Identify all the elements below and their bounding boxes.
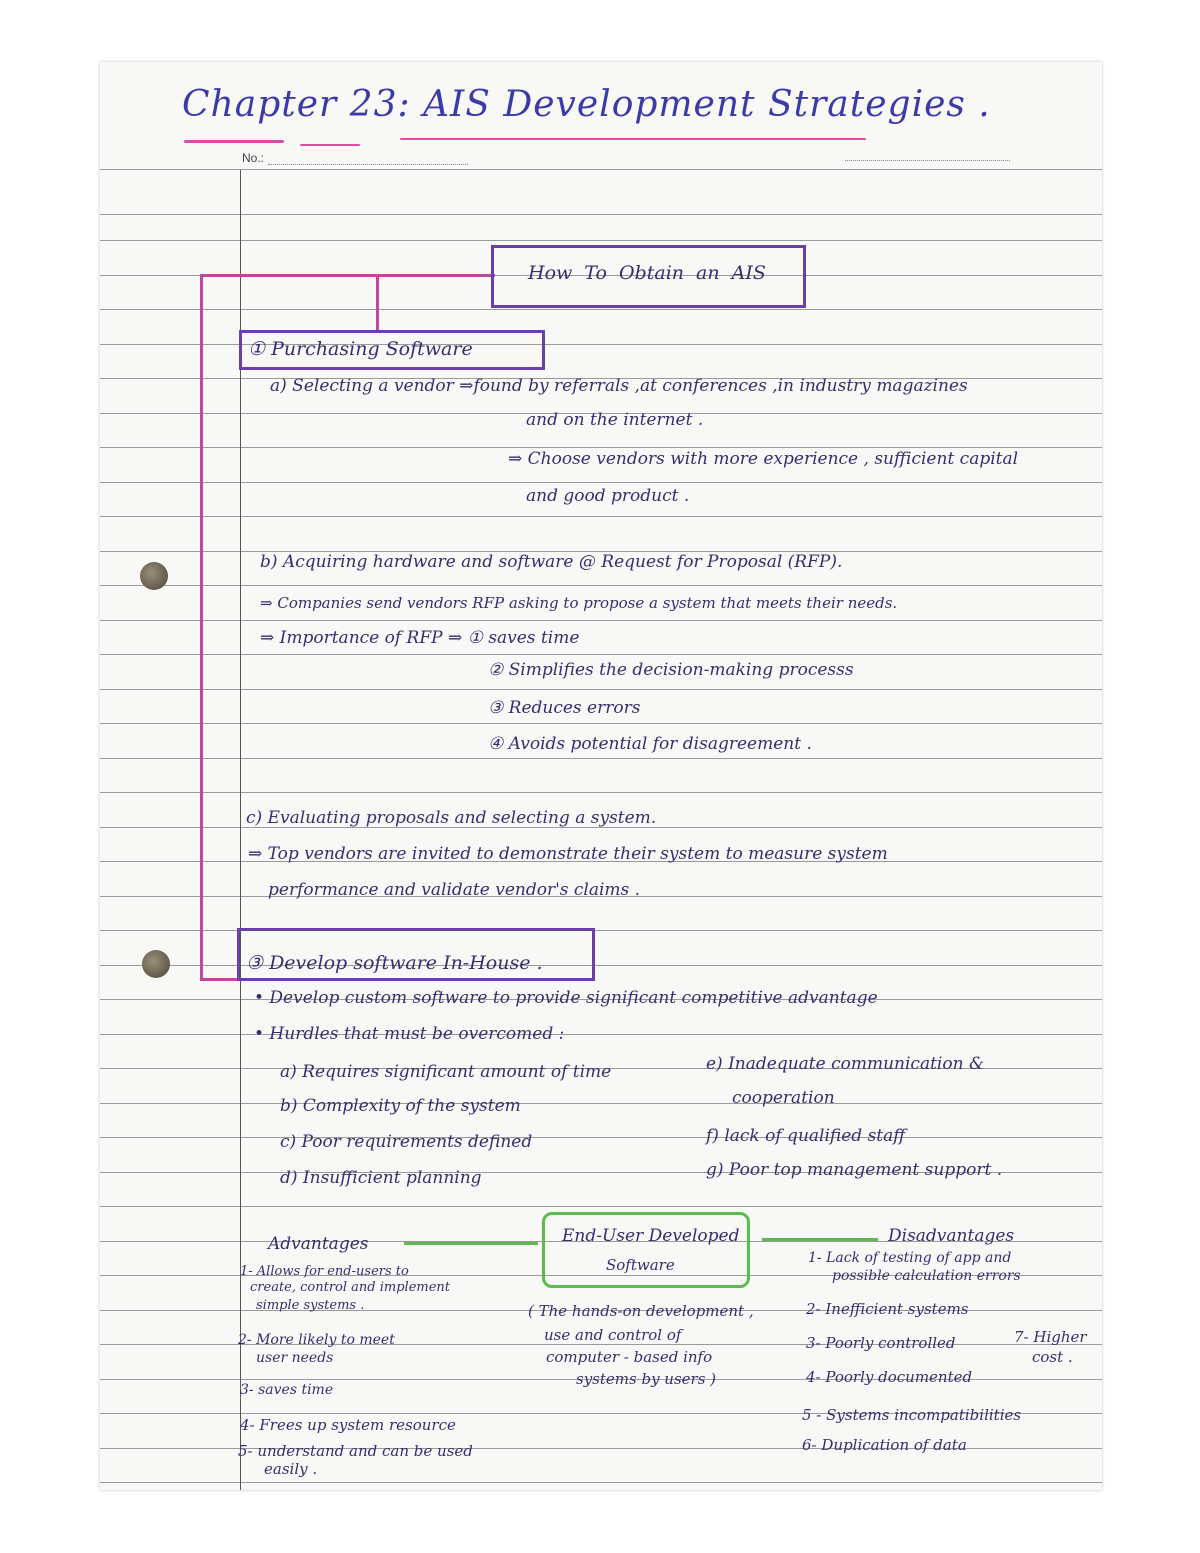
connector-line (200, 274, 495, 277)
ruled-line (100, 620, 1102, 621)
title-underline (184, 140, 284, 143)
hurdle-item: e) Inadequate communication & (706, 1054, 985, 1074)
ruled-line (100, 169, 1102, 170)
center-box-label: How To Obtain an AIS (528, 262, 766, 284)
ruled-line (100, 1206, 1102, 1207)
section1-line: ⇒ Companies send vendors RFP asking to propose a system that meets their needs. (260, 594, 898, 612)
advantage-item: 2- More likely to meet (238, 1332, 395, 1348)
advantage-item: 4- Frees up system resource (240, 1416, 456, 1434)
end-user-description: computer - based info (546, 1348, 713, 1366)
title-underline (400, 138, 866, 140)
hurdle-item: b) Complexity of the system (280, 1096, 521, 1116)
section2-bullet: • Develop custom software to provide significant competitive advantage (254, 988, 878, 1008)
section1-line: and on the internet . (526, 410, 704, 430)
section1-line: ⇒ Choose vendors with more experience , sufficient capital (508, 449, 1019, 469)
page-title: Chapter 23: AIS Development Strategies . (182, 84, 991, 125)
disadvantage-item: 1- Lack of testing of app and (808, 1250, 1012, 1266)
end-user-box-line2: Software (606, 1256, 675, 1274)
section1-line: a) Selecting a vendor ⇒found by referrals ,at conferences ,in industry magazines (270, 376, 968, 396)
no-label: No.: (242, 151, 265, 165)
title-underline (300, 144, 360, 146)
ruled-line (100, 723, 1102, 724)
section1-line: performance and validate vendor's claims . (268, 880, 641, 900)
disadvantages-title: Disadvantages (888, 1226, 1015, 1246)
ruled-line (100, 1103, 1102, 1104)
section2-heading: ③ Develop software In-House . (246, 952, 543, 974)
hurdle-item: g) Poor top management support . (706, 1160, 1003, 1180)
ruled-line (100, 792, 1102, 793)
connector-green (762, 1238, 878, 1241)
hurdle-item: f) lack of qualified staff (706, 1126, 906, 1146)
ruled-line (100, 1482, 1102, 1483)
ruled-line (100, 689, 1102, 690)
section1-line: b) Acquiring hardware and software @ Request for Proposal (RFP). (260, 552, 843, 572)
disadvantage-item: 6- Duplication of data (802, 1436, 967, 1454)
ruled-line (100, 585, 1102, 586)
advantage-item: simple systems . (256, 1298, 365, 1313)
end-user-description: systems by users ) (576, 1370, 717, 1388)
hurdle-item: a) Requires significant amount of time (280, 1062, 612, 1082)
hurdle-item: cooperation (732, 1088, 835, 1108)
hurdle-item: d) Insufficient planning (280, 1168, 482, 1188)
ruled-line (100, 309, 1102, 310)
advantage-item: 5- understand and can be used (238, 1442, 473, 1460)
section1-line: and good product . (526, 486, 690, 506)
section2-bullet: • Hurdles that must be overcomed : (254, 1024, 565, 1044)
connector-line (200, 274, 203, 980)
section1-heading: ① Purchasing Software (248, 338, 473, 360)
ruled-line (100, 758, 1102, 759)
section1-line: ④ Avoids potential for disagreement . (488, 734, 812, 754)
notebook-page (100, 62, 1102, 1490)
end-user-description: ( The hands-on development , (528, 1302, 754, 1320)
section1-line: c) Evaluating proposals and selecting a system. (246, 808, 657, 828)
end-user-box (542, 1212, 750, 1288)
end-user-description: use and control of (544, 1326, 682, 1344)
advantages-title: Advantages (268, 1234, 369, 1254)
section1-line: ⇒ Importance of RFP ⇒ ① saves time (260, 628, 580, 648)
advantage-item: 1- Allows for end-users to (240, 1264, 409, 1279)
dotted-line (845, 159, 1010, 161)
disadvantage-side-note: 7- Higher (1014, 1328, 1087, 1346)
ruled-line (100, 516, 1102, 517)
disadvantage-item: 2- Inefficient systems (806, 1300, 969, 1318)
advantage-item: easily . (264, 1460, 318, 1478)
hurdle-item: c) Poor requirements defined (280, 1132, 533, 1152)
dotted-line (268, 163, 468, 165)
ruled-line (100, 214, 1102, 215)
disadvantage-item: possible calculation errors (832, 1268, 1021, 1284)
advantage-item: user needs (256, 1350, 334, 1366)
ruled-line (100, 1034, 1102, 1035)
disadvantage-side-note: cost . (1032, 1348, 1073, 1366)
end-user-box-line1: End-User Developed (562, 1226, 740, 1246)
connector-line (200, 978, 240, 981)
ruled-line (100, 654, 1102, 655)
advantage-item: 3- saves time (240, 1382, 334, 1398)
ruled-line (100, 1137, 1102, 1138)
binder-hole (140, 562, 168, 590)
ruled-line (100, 482, 1102, 483)
binder-hole (142, 950, 170, 978)
connector-green (404, 1242, 538, 1245)
section1-line: ② Simplifies the decision-making processs (488, 660, 854, 680)
connector-line (376, 274, 379, 332)
ruled-line (100, 447, 1102, 448)
section1-line: ⇒ Top vendors are invited to demonstrate their system to measure system (248, 844, 888, 864)
disadvantage-item: 4- Poorly documented (806, 1368, 973, 1386)
ruled-line (100, 240, 1102, 241)
section1-line: ③ Reduces errors (488, 698, 641, 718)
disadvantage-item: 3- Poorly controlled (806, 1334, 956, 1352)
advantage-item: create, control and implement (250, 1280, 451, 1295)
disadvantage-item: 5 - Systems incompatibilities (802, 1406, 1022, 1424)
